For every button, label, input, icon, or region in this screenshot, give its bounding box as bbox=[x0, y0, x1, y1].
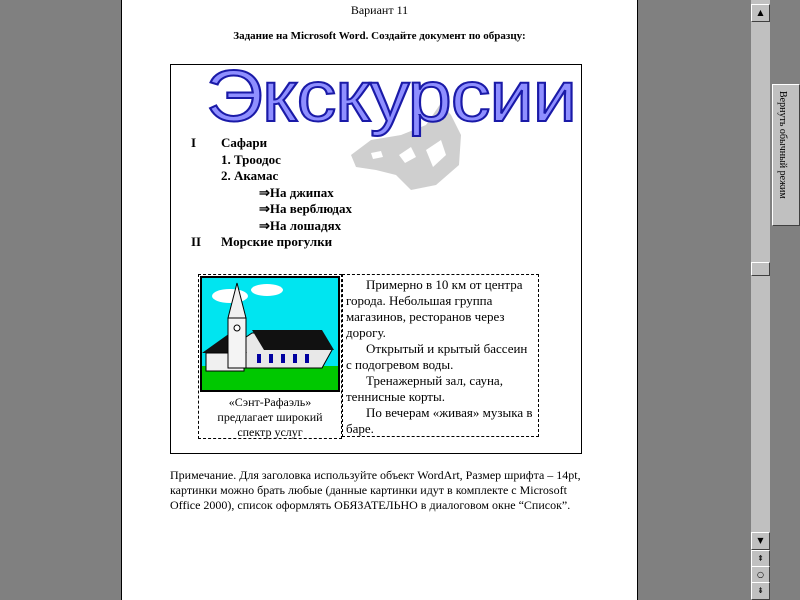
caption-line: предлагает широкий bbox=[217, 410, 323, 424]
church-image bbox=[200, 276, 340, 392]
previous-page-button[interactable]: ⇞ bbox=[751, 550, 770, 568]
description-paragraph: По вечерам «живая» музыка в баре. bbox=[346, 405, 533, 436]
vertical-scrollbar[interactable] bbox=[751, 0, 770, 600]
list-label: Сафари bbox=[221, 135, 268, 150]
restore-normal-view-button[interactable] bbox=[772, 84, 800, 226]
list-number: II bbox=[191, 234, 202, 249]
variant-label: Вариант 11 bbox=[350, 3, 409, 17]
list-number: I bbox=[191, 135, 197, 150]
document-page bbox=[121, 0, 638, 600]
list-label: ⇒На лошадях bbox=[259, 217, 342, 233]
picture-caption bbox=[199, 395, 341, 440]
select-browse-object-button[interactable]: ○ bbox=[751, 566, 770, 584]
caption-line: «Сэнт-Рафаэль» bbox=[228, 395, 312, 409]
caption-line: спектр услуг bbox=[237, 425, 303, 439]
list-label: ⇒На верблюдах bbox=[259, 201, 353, 216]
description-paragraph: Примерно в 10 км от центра города. Небольшая группа магазинов, ресторанов через дорогу. bbox=[346, 277, 523, 340]
church-clipart bbox=[202, 278, 338, 390]
task-heading: Задание на Microsoft Word. Создайте документ по образцу: bbox=[233, 30, 526, 42]
wordart-text: Экскурсии bbox=[206, 59, 576, 137]
description-paragraph: Тренажерный зал, сауна, теннисные корты. bbox=[346, 373, 503, 404]
scroll-up-button[interactable]: ▲ bbox=[751, 4, 770, 22]
description-textbox bbox=[342, 274, 539, 437]
note-text: Примечание. Для заголовка используйте объект WordArt, Размер шрифта – 14pt, картинки можно брать любые (данные картинки идут в комплекте с Microsoft Office 2000), список оформлять ОБЯЗАТЕЛЬНО в диалоговом окне “Список”. bbox=[170, 468, 581, 512]
scroll-thumb[interactable] bbox=[751, 262, 770, 276]
picture-frame bbox=[198, 274, 342, 439]
list-label: 2. Акамас bbox=[221, 168, 279, 183]
scroll-down-button[interactable]: ▼ bbox=[751, 532, 770, 550]
list-label: 1. Троодос bbox=[221, 151, 281, 167]
next-page-button[interactable]: ⇟ bbox=[751, 582, 770, 600]
sample-frame bbox=[170, 59, 582, 454]
list-label: ⇒На джипах bbox=[259, 184, 334, 200]
restore-normal-view-label: Вернуть обычный режим bbox=[777, 91, 788, 199]
wordart-title bbox=[201, 59, 581, 139]
list-label: Морские прогулки bbox=[221, 234, 333, 249]
description-paragraph: Открытый и крытый бассеин с подогревом воды. bbox=[346, 341, 528, 372]
